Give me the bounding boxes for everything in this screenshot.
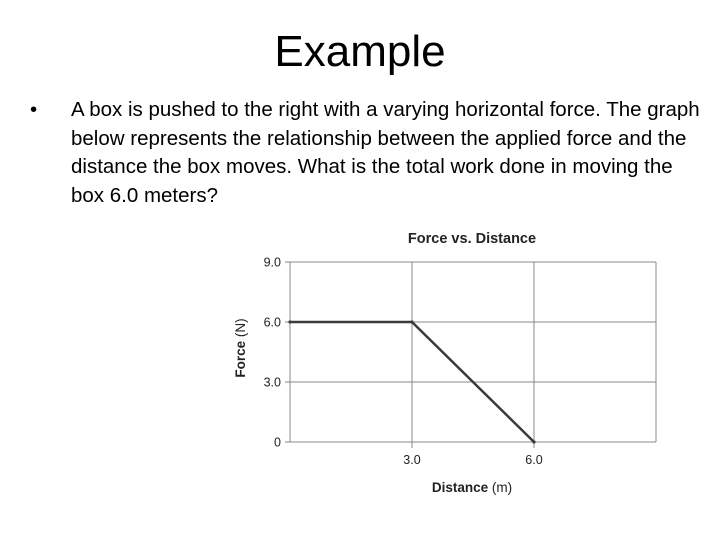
chart-title: Force vs. Distance (407, 231, 537, 247)
y-tick-label: 3.0 (263, 375, 281, 390)
data-point (410, 320, 413, 323)
bullet-text: A box is pushed to the right with a varying horizontal force. The graph below represents the relationship between the applied force and the distance the box moves. What is the total work done in moving the box 6.0 meters? (71, 98, 700, 207)
bullet-marker: • (30, 98, 38, 121)
chart-labels (233, 231, 543, 495)
x-axis-label-name: Distance (431, 480, 489, 495)
y-axis-label-unit: (N) (233, 318, 248, 341)
x-tick-label: 6.0 (525, 453, 543, 467)
data-point (288, 320, 291, 323)
chart-grid (285, 262, 656, 448)
x-axis-label (432, 480, 512, 495)
x-axis-label-unit: (m) (488, 480, 513, 495)
y-tick-label: 9.0 (263, 255, 281, 270)
y-axis-label (233, 318, 248, 377)
y-tick-label: 0 (274, 435, 281, 450)
y-axis-label-name: Force (233, 340, 248, 378)
data-point (532, 440, 535, 443)
y-tick-label: 6.0 (263, 315, 281, 330)
slide-title: Example (274, 27, 446, 76)
x-tick-label: 3.0 (403, 453, 421, 467)
